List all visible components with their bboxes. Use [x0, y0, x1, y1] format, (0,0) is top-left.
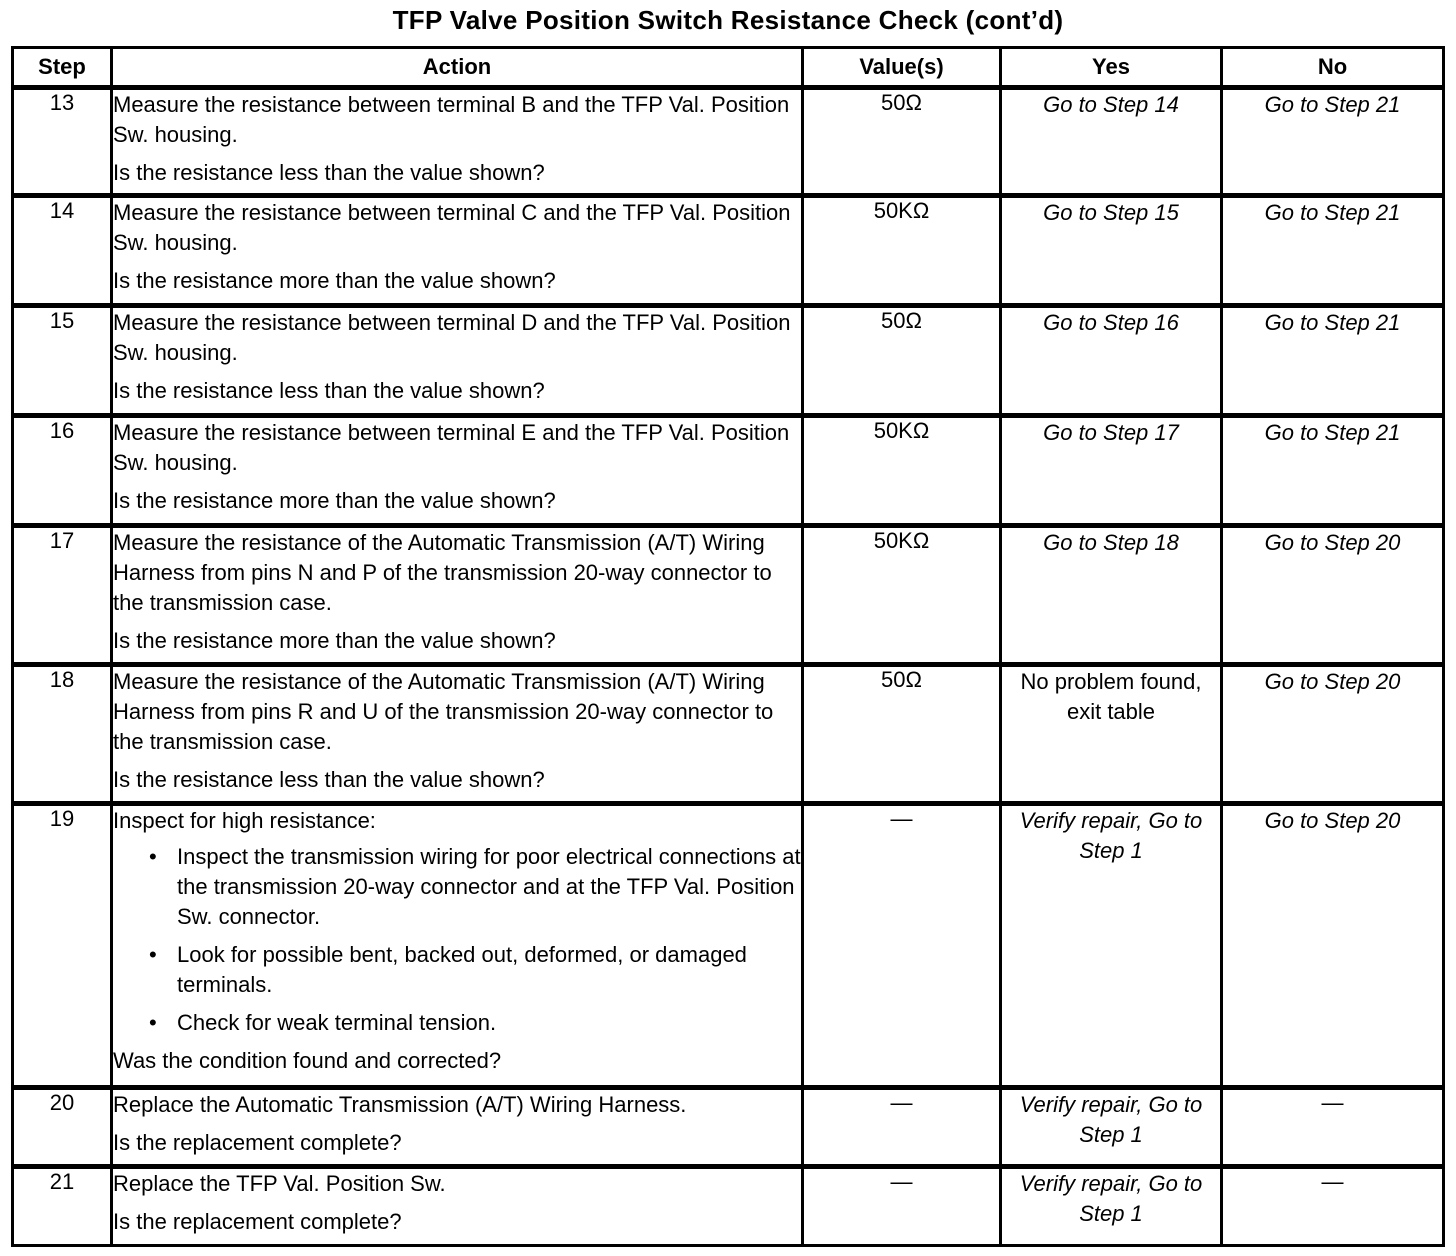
- yes-cell: Verify repair, Go to Step 1: [1001, 1167, 1222, 1246]
- yes-cell: Go to Step 14: [1001, 88, 1222, 196]
- yes-cell: Go to Step 16: [1001, 306, 1222, 416]
- step-number: 19: [13, 804, 112, 1088]
- step-number: 16: [13, 416, 112, 526]
- header-yes: Yes: [1001, 48, 1222, 88]
- action-text: Measure the resistance between terminal E and the TFP Val. Position Sw. housing.: [113, 420, 790, 475]
- action-cell: [112, 804, 803, 1088]
- step-number: 18: [13, 665, 112, 804]
- no-cell: Go to Step 21: [1222, 88, 1444, 196]
- table-row: [13, 804, 1444, 1088]
- value-cell: —: [803, 1088, 1001, 1167]
- no-cell: Go to Step 21: [1222, 416, 1444, 526]
- value-cell: 50KΩ: [803, 416, 1001, 526]
- bullet-icon: •: [149, 1010, 157, 1035]
- yes-cell: No problem found, exit table: [1001, 665, 1222, 804]
- no-cell: Go to Step 21: [1222, 196, 1444, 306]
- bullet-icon: •: [149, 844, 157, 869]
- no-cell: Go to Step 20: [1222, 665, 1444, 804]
- step-number: 13: [13, 88, 112, 196]
- value-cell: —: [803, 1167, 1001, 1246]
- step-number: 17: [13, 526, 112, 665]
- table-row: [13, 196, 1444, 306]
- action-text: Replace the Automatic Transmission (A/T) Wiring Harness.: [113, 1092, 687, 1117]
- action-question: Is the resistance more than the value shown?: [113, 628, 556, 653]
- header-values: Value(s): [803, 48, 1001, 88]
- no-cell: Go to Step 20: [1222, 526, 1444, 665]
- action-text: Measure the resistance between terminal C and the TFP Val. Position Sw. housing.: [113, 200, 791, 255]
- action-text: Measure the resistance between terminal B and the TFP Val. Position Sw. housing.: [113, 92, 790, 147]
- value-cell: 50Ω: [803, 306, 1001, 416]
- list-item-text: Look for possible bent, backed out, deformed, or damaged terminals.: [177, 942, 747, 997]
- action-cell: [112, 1167, 803, 1246]
- table-row: [13, 1167, 1444, 1246]
- action-intro: Inspect for high resistance:: [113, 808, 376, 833]
- header-action: Action: [112, 48, 803, 88]
- header-row: [13, 48, 1444, 88]
- action-cell: [112, 416, 803, 526]
- action-question: Was the condition found and corrected?: [113, 1048, 502, 1073]
- step-number: 21: [13, 1167, 112, 1246]
- action-cell: [112, 1088, 803, 1167]
- step-number: 15: [13, 306, 112, 416]
- yes-cell: Verify repair, Go to Step 1: [1001, 1088, 1222, 1167]
- action-cell: [112, 526, 803, 665]
- table-row: [13, 306, 1444, 416]
- table-row: [13, 526, 1444, 665]
- value-cell: 50Ω: [803, 88, 1001, 196]
- action-question: Is the resistance more than the value shown?: [113, 488, 556, 513]
- action-cell: [112, 665, 803, 804]
- action-question: Is the resistance less than the value shown?: [113, 378, 545, 403]
- no-cell: Go to Step 21: [1222, 306, 1444, 416]
- list-item-text: Inspect the transmission wiring for poor electrical connections at the transmission 20-way connector and at the TFP Val. Position Sw. connector.: [177, 844, 801, 929]
- yes-cell: Verify repair, Go to Step 1: [1001, 804, 1222, 1088]
- action-text: Measure the resistance between terminal D and the TFP Val. Position Sw. housing.: [113, 310, 791, 365]
- header-step: Step: [13, 48, 112, 88]
- list-item-text: Check for weak terminal tension.: [177, 1010, 497, 1035]
- action-question: Is the resistance less than the value shown?: [113, 767, 545, 792]
- action-text: Measure the resistance of the Automatic Transmission (A/T) Wiring Harness from pins N and P of the transmission 20-way connector to the transmission case.: [113, 530, 772, 615]
- action-question: Is the replacement complete?: [113, 1130, 402, 1155]
- action-cell: [112, 306, 803, 416]
- yes-cell: Go to Step 18: [1001, 526, 1222, 665]
- value-cell: 50KΩ: [803, 526, 1001, 665]
- list-item: [149, 940, 801, 1000]
- no-cell: —: [1222, 1167, 1444, 1246]
- value-cell: 50KΩ: [803, 196, 1001, 306]
- page-title: TFP Valve Position Switch Resistance Check (cont’d): [392, 5, 1064, 35]
- value-cell: —: [803, 804, 1001, 1088]
- no-cell: Go to Step 20: [1222, 804, 1444, 1088]
- action-question: Is the resistance more than the value shown?: [113, 268, 556, 293]
- table-row: [13, 88, 1444, 196]
- header-no: No: [1222, 48, 1444, 88]
- list-item: [149, 842, 801, 932]
- no-cell: —: [1222, 1088, 1444, 1167]
- step-number: 20: [13, 1088, 112, 1167]
- yes-cell: Go to Step 15: [1001, 196, 1222, 306]
- table-row: [13, 665, 1444, 804]
- action-cell: [112, 196, 803, 306]
- yes-cell: Go to Step 17: [1001, 416, 1222, 526]
- list-item: [149, 1008, 801, 1038]
- action-question: Is the resistance less than the value shown?: [113, 160, 545, 185]
- step-number: 14: [13, 196, 112, 306]
- bullet-icon: •: [149, 942, 157, 967]
- action-cell: [112, 88, 803, 196]
- diagnostic-table: [11, 46, 1445, 1247]
- value-cell: 50Ω: [803, 665, 1001, 804]
- action-text: Measure the resistance of the Automatic Transmission (A/T) Wiring Harness from pins R and U of the transmission 20-way connector to the transmission case.: [113, 669, 774, 754]
- bullet-list: [113, 842, 801, 1038]
- action-question: Is the replacement complete?: [113, 1209, 402, 1234]
- table-row: [13, 416, 1444, 526]
- table-row: [13, 1088, 1444, 1167]
- action-text: Replace the TFP Val. Position Sw.: [113, 1171, 446, 1196]
